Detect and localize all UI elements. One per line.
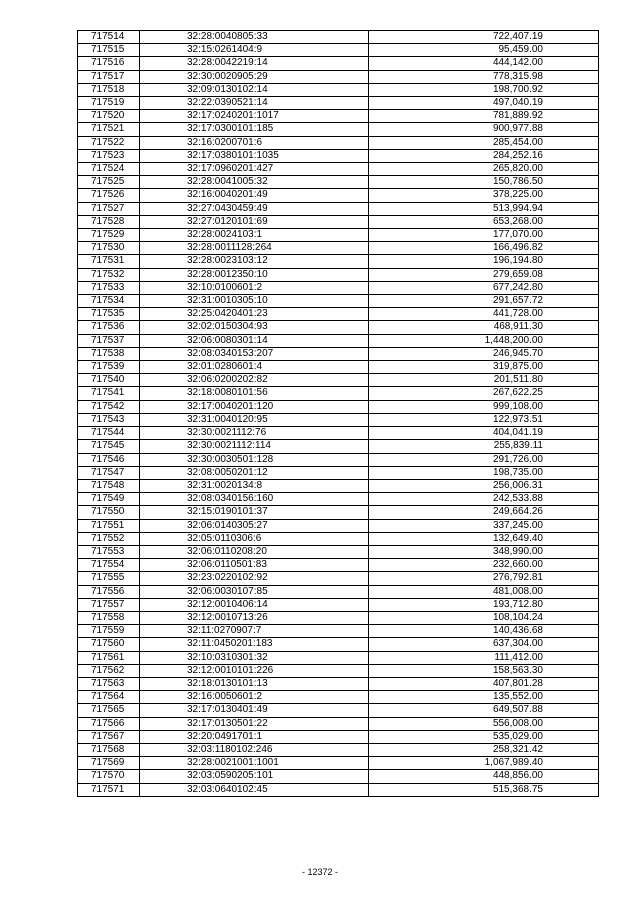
row-number-cell: 717515	[78, 44, 140, 57]
cadastral-number-cell: 32:31:0010305:10	[140, 295, 369, 308]
value-cell: 177,070.00	[369, 229, 599, 242]
cadastral-number-cell: 32:28:0024103:1	[140, 229, 369, 242]
cadastral-number-cell: 32:27:0120101:69	[140, 215, 369, 228]
value-cell: 276,792.81	[369, 572, 599, 585]
data-table-container	[77, 30, 598, 797]
cadastral-number-cell: 32:28:0011128:264	[140, 242, 369, 255]
table-row	[78, 361, 599, 374]
value-cell: 722,407.19	[369, 31, 599, 44]
table-row	[78, 374, 599, 387]
cadastral-number-cell: 32:31:0020134:8	[140, 479, 369, 492]
cadastral-number-cell: 32:22:0390521:14	[140, 97, 369, 110]
value-cell: 249,664.26	[369, 506, 599, 519]
table-row	[78, 123, 599, 136]
row-number-cell: 717524	[78, 163, 140, 176]
row-number-cell: 717567	[78, 730, 140, 743]
cadastral-number-cell: 32:02:0150304:93	[140, 321, 369, 334]
table-row	[78, 651, 599, 664]
table-row	[78, 44, 599, 57]
table-row	[78, 413, 599, 426]
cadastral-number-cell: 32:28:0042219:14	[140, 57, 369, 70]
table-row	[78, 189, 599, 202]
cadastral-number-cell: 32:06:0110208:20	[140, 545, 369, 558]
value-cell: 407,801.28	[369, 677, 599, 690]
cadastral-number-cell: 32:06:0200202:82	[140, 374, 369, 387]
cadastral-number-cell: 32:06:0110501:83	[140, 559, 369, 572]
row-number-cell: 717558	[78, 611, 140, 624]
value-cell: 193,712.80	[369, 598, 599, 611]
value-cell: 441,728.00	[369, 308, 599, 321]
value-cell: 111,412.00	[369, 651, 599, 664]
row-number-cell: 717527	[78, 202, 140, 215]
table-row	[78, 479, 599, 492]
row-number-cell: 717547	[78, 466, 140, 479]
cadastral-number-cell: 32:28:0012350:10	[140, 268, 369, 281]
value-cell: 291,657.72	[369, 295, 599, 308]
table-row	[78, 466, 599, 479]
table-row	[78, 677, 599, 690]
table-row	[78, 743, 599, 756]
cadastral-number-cell: 32:06:0080301:14	[140, 334, 369, 347]
cadastral-value-table	[77, 30, 599, 797]
value-cell: 468,911.30	[369, 321, 599, 334]
row-number-cell: 717523	[78, 149, 140, 162]
row-number-cell: 717542	[78, 400, 140, 413]
table-row	[78, 268, 599, 281]
value-cell: 255,839.11	[369, 440, 599, 453]
cadastral-number-cell: 32:09:0130102:14	[140, 83, 369, 96]
table-row	[78, 453, 599, 466]
row-number-cell: 717537	[78, 334, 140, 347]
table-row	[78, 176, 599, 189]
table-row	[78, 691, 599, 704]
cadastral-number-cell: 32:25:0420401:23	[140, 308, 369, 321]
table-row	[78, 704, 599, 717]
table-row	[78, 545, 599, 558]
row-number-cell: 717528	[78, 215, 140, 228]
table-row	[78, 730, 599, 743]
row-number-cell: 717518	[78, 83, 140, 96]
cadastral-number-cell: 32:28:0041005:32	[140, 176, 369, 189]
cadastral-number-cell: 32:10:0100601:2	[140, 281, 369, 294]
table-row	[78, 519, 599, 532]
cadastral-number-cell: 32:20:0491701:1	[140, 730, 369, 743]
row-number-cell: 717535	[78, 308, 140, 321]
value-cell: 900,977.88	[369, 123, 599, 136]
table-row	[78, 387, 599, 400]
value-cell: 1,448,200.00	[369, 334, 599, 347]
table-row	[78, 136, 599, 149]
table-row	[78, 493, 599, 506]
row-number-cell: 717550	[78, 506, 140, 519]
value-cell: 232,660.00	[369, 559, 599, 572]
value-cell: 444,142.00	[369, 57, 599, 70]
cadastral-number-cell: 32:11:0270907:7	[140, 625, 369, 638]
value-cell: 135,552.00	[369, 691, 599, 704]
value-cell: 265,820.00	[369, 163, 599, 176]
table-row	[78, 427, 599, 440]
cadastral-number-cell: 32:23:0220102:92	[140, 572, 369, 585]
value-cell: 513,994.94	[369, 202, 599, 215]
row-number-cell: 717539	[78, 361, 140, 374]
row-number-cell: 717540	[78, 374, 140, 387]
cadastral-number-cell: 32:16:0200701:6	[140, 136, 369, 149]
value-cell: 122,973.51	[369, 413, 599, 426]
value-cell: 556,008.00	[369, 717, 599, 730]
table-row	[78, 83, 599, 96]
row-number-cell: 717519	[78, 97, 140, 110]
cadastral-number-cell: 32:03:1180102:246	[140, 743, 369, 756]
table-row	[78, 598, 599, 611]
value-cell: 285,454.00	[369, 136, 599, 149]
table-row	[78, 559, 599, 572]
row-number-cell: 717517	[78, 70, 140, 83]
table-row	[78, 440, 599, 453]
row-number-cell: 717549	[78, 493, 140, 506]
cadastral-number-cell: 32:01:0280601:4	[140, 361, 369, 374]
cadastral-number-cell: 32:17:0960201:427	[140, 163, 369, 176]
table-row	[78, 229, 599, 242]
row-number-cell: 717563	[78, 677, 140, 690]
value-cell: 158,563.30	[369, 664, 599, 677]
cadastral-number-cell: 32:28:0040805:33	[140, 31, 369, 44]
value-cell: 481,008.00	[369, 585, 599, 598]
table-row	[78, 532, 599, 545]
value-cell: 319,875.00	[369, 361, 599, 374]
value-cell: 404,041.19	[369, 427, 599, 440]
cadastral-number-cell: 32:08:0340153:207	[140, 347, 369, 360]
row-number-cell: 717531	[78, 255, 140, 268]
cadastral-number-cell: 32:17:0300101:185	[140, 123, 369, 136]
cadastral-number-cell: 32:12:0010406:14	[140, 598, 369, 611]
row-number-cell: 717532	[78, 268, 140, 281]
row-number-cell: 717529	[78, 229, 140, 242]
row-number-cell: 717551	[78, 519, 140, 532]
row-number-cell: 717564	[78, 691, 140, 704]
value-cell: 637,304.00	[369, 638, 599, 651]
value-cell: 284,252.16	[369, 149, 599, 162]
row-number-cell: 717554	[78, 559, 140, 572]
table-row	[78, 664, 599, 677]
row-number-cell: 717566	[78, 717, 140, 730]
table-row	[78, 242, 599, 255]
row-number-cell: 717545	[78, 440, 140, 453]
value-cell: 778,315.98	[369, 70, 599, 83]
value-cell: 246,945.70	[369, 347, 599, 360]
value-cell: 140,436.68	[369, 625, 599, 638]
row-number-cell: 717533	[78, 281, 140, 294]
row-number-cell: 717520	[78, 110, 140, 123]
row-number-cell: 717525	[78, 176, 140, 189]
page-number: - 12372 -	[301, 867, 339, 877]
value-cell: 677,242.80	[369, 281, 599, 294]
cadastral-number-cell: 32:27:0430459:49	[140, 202, 369, 215]
row-number-cell: 717526	[78, 189, 140, 202]
value-cell: 108,104.24	[369, 611, 599, 624]
value-cell: 256,006.31	[369, 479, 599, 492]
cadastral-number-cell: 32:30:0020905:29	[140, 70, 369, 83]
cadastral-number-cell: 32:11:0450201:183	[140, 638, 369, 651]
row-number-cell: 717548	[78, 479, 140, 492]
table-row	[78, 400, 599, 413]
cadastral-number-cell: 32:17:0040201:120	[140, 400, 369, 413]
row-number-cell: 717553	[78, 545, 140, 558]
cadastral-number-cell: 32:08:0340156:160	[140, 493, 369, 506]
table-row	[78, 572, 599, 585]
row-number-cell: 717560	[78, 638, 140, 651]
table-body	[78, 31, 599, 797]
value-cell: 348,990.00	[369, 545, 599, 558]
cadastral-number-cell: 32:17:0130501:22	[140, 717, 369, 730]
row-number-cell: 717565	[78, 704, 140, 717]
row-number-cell: 717546	[78, 453, 140, 466]
table-row	[78, 281, 599, 294]
cadastral-number-cell: 32:08:0050201:12	[140, 466, 369, 479]
value-cell: 166,496.82	[369, 242, 599, 255]
row-number-cell: 717570	[78, 770, 140, 783]
table-row	[78, 625, 599, 638]
row-number-cell: 717552	[78, 532, 140, 545]
row-number-cell: 717536	[78, 321, 140, 334]
table-row	[78, 638, 599, 651]
table-row	[78, 321, 599, 334]
value-cell: 198,700.92	[369, 83, 599, 96]
value-cell: 337,245.00	[369, 519, 599, 532]
value-cell: 515,368.75	[369, 783, 599, 796]
row-number-cell: 717538	[78, 347, 140, 360]
value-cell: 242,533.88	[369, 493, 599, 506]
row-number-cell: 717541	[78, 387, 140, 400]
value-cell: 448,856.00	[369, 770, 599, 783]
row-number-cell: 717534	[78, 295, 140, 308]
cadastral-number-cell: 32:28:0021001:1001	[140, 757, 369, 770]
row-number-cell: 717514	[78, 31, 140, 44]
table-row	[78, 757, 599, 770]
value-cell: 781,889.92	[369, 110, 599, 123]
cadastral-number-cell: 32:30:0021112:76	[140, 427, 369, 440]
table-row	[78, 506, 599, 519]
cadastral-number-cell: 32:16:0050601:2	[140, 691, 369, 704]
table-row	[78, 611, 599, 624]
value-cell: 95,459.00	[369, 44, 599, 57]
row-number-cell: 717530	[78, 242, 140, 255]
row-number-cell: 717562	[78, 664, 140, 677]
table-row	[78, 255, 599, 268]
table-row	[78, 295, 599, 308]
row-number-cell: 717521	[78, 123, 140, 136]
table-row	[78, 308, 599, 321]
cadastral-number-cell: 32:15:0261404:9	[140, 44, 369, 57]
row-number-cell: 717544	[78, 427, 140, 440]
table-row	[78, 110, 599, 123]
row-number-cell: 717571	[78, 783, 140, 796]
value-cell: 132,649.40	[369, 532, 599, 545]
row-number-cell: 717561	[78, 651, 140, 664]
value-cell: 999,108.00	[369, 400, 599, 413]
cadastral-number-cell: 32:15:0190101:37	[140, 506, 369, 519]
table-row	[78, 97, 599, 110]
value-cell: 535,029.00	[369, 730, 599, 743]
table-row	[78, 717, 599, 730]
row-number-cell: 717555	[78, 572, 140, 585]
cadastral-number-cell: 32:03:0590205:101	[140, 770, 369, 783]
cadastral-number-cell: 32:18:0080101:56	[140, 387, 369, 400]
cadastral-number-cell: 32:17:0240201:1017	[140, 110, 369, 123]
value-cell: 378,225.00	[369, 189, 599, 202]
cadastral-number-cell: 32:28:0023103:12	[140, 255, 369, 268]
value-cell: 196,194.80	[369, 255, 599, 268]
table-row	[78, 31, 599, 44]
value-cell: 258,321.42	[369, 743, 599, 756]
table-row	[78, 215, 599, 228]
row-number-cell: 717559	[78, 625, 140, 638]
value-cell: 279,659.08	[369, 268, 599, 281]
cadastral-number-cell: 32:31:0040120:95	[140, 413, 369, 426]
cadastral-number-cell: 32:30:0021112:114	[140, 440, 369, 453]
cadastral-number-cell: 32:17:0130401:49	[140, 704, 369, 717]
cadastral-number-cell: 32:12:0010101:226	[140, 664, 369, 677]
cadastral-number-cell: 32:16:0040201:49	[140, 189, 369, 202]
value-cell: 1,067,989.40	[369, 757, 599, 770]
cadastral-number-cell: 32:12:0010713:26	[140, 611, 369, 624]
cadastral-number-cell: 32:06:0140305:27	[140, 519, 369, 532]
table-row	[78, 770, 599, 783]
row-number-cell: 717522	[78, 136, 140, 149]
table-row	[78, 347, 599, 360]
cadastral-number-cell: 32:05:0110306:6	[140, 532, 369, 545]
value-cell: 649,507.88	[369, 704, 599, 717]
row-number-cell: 717569	[78, 757, 140, 770]
row-number-cell: 717568	[78, 743, 140, 756]
cadastral-number-cell: 32:30:0030501:128	[140, 453, 369, 466]
value-cell: 267,622.25	[369, 387, 599, 400]
value-cell: 291,726.00	[369, 453, 599, 466]
value-cell: 497,040.19	[369, 97, 599, 110]
value-cell: 653,268.00	[369, 215, 599, 228]
table-row	[78, 334, 599, 347]
table-row	[78, 163, 599, 176]
table-row	[78, 149, 599, 162]
table-row	[78, 585, 599, 598]
value-cell: 198,735.00	[369, 466, 599, 479]
row-number-cell: 717543	[78, 413, 140, 426]
row-number-cell: 717556	[78, 585, 140, 598]
table-row	[78, 70, 599, 83]
value-cell: 201,511.80	[369, 374, 599, 387]
row-number-cell: 717557	[78, 598, 140, 611]
row-number-cell: 717516	[78, 57, 140, 70]
table-row	[78, 783, 599, 796]
value-cell: 150,786.50	[369, 176, 599, 189]
cadastral-number-cell: 32:18:0130101:13	[140, 677, 369, 690]
cadastral-number-cell: 32:03:0640102:45	[140, 783, 369, 796]
table-row	[78, 57, 599, 70]
cadastral-number-cell: 32:17:0380101:1035	[140, 149, 369, 162]
cadastral-number-cell: 32:10:0310301:32	[140, 651, 369, 664]
table-row	[78, 202, 599, 215]
cadastral-number-cell: 32:06:0030107:85	[140, 585, 369, 598]
